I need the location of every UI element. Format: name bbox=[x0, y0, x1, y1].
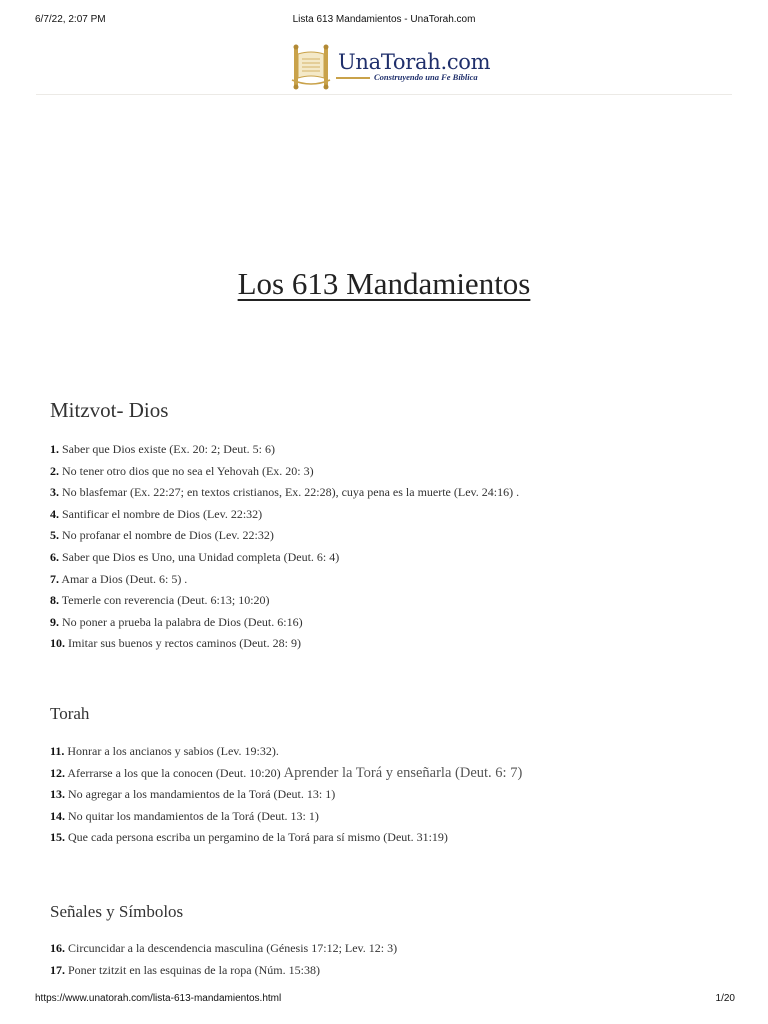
item-text: No agregar a los mandamientos de la Torá (Deut. 13: 1) bbox=[65, 787, 336, 802]
print-footer bbox=[0, 993, 768, 1007]
torah-scroll-icon bbox=[288, 44, 334, 90]
item-text: Circuncidar a la descendencia masculina (Génesis 17:12; Lev. 12: 3) bbox=[65, 941, 398, 955]
item-number: 5. bbox=[50, 528, 59, 543]
item-number: 2. bbox=[50, 463, 59, 478]
item-text: Honrar a los ancianos y sabios (Lev. 19:32). bbox=[64, 744, 279, 758]
list-item bbox=[50, 633, 519, 655]
item-number: 13. bbox=[50, 787, 65, 802]
item-number: 8. bbox=[50, 593, 59, 608]
list-item bbox=[50, 547, 519, 569]
page-title: Los 613 Mandamientos bbox=[237, 266, 531, 301]
item-text: Aferrarse a los que la conocen (Deut. 10:20) bbox=[65, 765, 284, 780]
item-text: Imitar sus buenos y rectos caminos (Deut. 28: 9) bbox=[65, 636, 301, 651]
section-heading-dios: Mitzvot- Dios bbox=[50, 398, 169, 422]
item-number: 11. bbox=[50, 744, 65, 758]
item-number: 17. bbox=[50, 962, 65, 977]
commandment-list-dios bbox=[50, 439, 519, 655]
logo-wordmark: UnaTorah.com bbox=[338, 50, 491, 74]
print-page-title: Lista 613 Mandamientos - UnaTorah.com bbox=[292, 14, 476, 25]
item-text: Amar a Dios (Deut. 6: 5) . bbox=[59, 571, 188, 586]
item-number: 3. bbox=[50, 485, 59, 500]
list-item bbox=[50, 784, 522, 806]
item-number: 15. bbox=[50, 830, 65, 845]
item-text: Temerle con reverencia (Deut. 6:13; 10:20) bbox=[59, 593, 270, 608]
section-heading-torah: Torah bbox=[50, 704, 90, 723]
item-text: No tener otro dios que no sea el Yehovah (Ex. 20: 3) bbox=[59, 463, 314, 478]
site-header bbox=[0, 44, 768, 94]
item-text: No blasfemar (Ex. 22:27; en textos cristianos, Ex. 22:28), cuya pena es la muerte (Lev. 24:16) . bbox=[59, 485, 520, 500]
item-text: Santificar el nombre de Dios (Lev. 22:32) bbox=[59, 506, 263, 521]
item-text: No quitar los mandamientos de la Torá (Deut. 13: 1) bbox=[65, 808, 319, 823]
header-divider bbox=[36, 94, 732, 95]
item-number: 14. bbox=[50, 808, 65, 823]
list-item bbox=[50, 763, 522, 785]
section-heading-senales: Señales y Símbolos bbox=[50, 902, 184, 921]
item-text: No profanar el nombre de Dios (Lev. 22:32) bbox=[59, 528, 274, 543]
list-item bbox=[50, 806, 522, 828]
list-item bbox=[50, 938, 397, 960]
commandment-list-senales bbox=[50, 938, 397, 981]
print-page-number: 1/20 bbox=[715, 993, 735, 1004]
list-item bbox=[50, 612, 519, 634]
logo-divider bbox=[336, 77, 370, 79]
item-number: 16. bbox=[50, 941, 65, 955]
item-number: 10. bbox=[50, 636, 65, 651]
list-item bbox=[50, 504, 519, 526]
item-text: No poner a prueba la palabra de Dios (Deut. 6:16) bbox=[59, 614, 303, 629]
list-item bbox=[50, 482, 519, 504]
list-item bbox=[50, 590, 519, 612]
list-item bbox=[50, 569, 519, 591]
item-text: Saber que Dios existe (Ex. 20: 2; Deut. 5: 6) bbox=[59, 442, 275, 456]
list-item bbox=[50, 827, 522, 849]
logo-tagline: Construyendo una Fe Bíblica bbox=[374, 72, 478, 82]
print-url[interactable]: https://www.unatorah.com/lista-613-mandamientos.html bbox=[35, 993, 282, 1004]
item-extra-text: Aprender la Torá y enseñarla (Deut. 6: 7) bbox=[283, 764, 523, 781]
item-text: Poner tzitzit en las esquinas de la ropa (Núm. 15:38) bbox=[65, 962, 320, 977]
item-text: Saber que Dios es Uno, una Unidad completa (Deut. 6: 4) bbox=[59, 549, 340, 564]
item-number: 12. bbox=[50, 765, 65, 780]
item-text: Que cada persona escriba un pergamino de la Torá para sí mismo (Deut. 31:19) bbox=[65, 830, 448, 845]
item-number: 1. bbox=[50, 442, 59, 456]
list-item bbox=[50, 461, 519, 483]
list-item bbox=[50, 525, 519, 547]
item-number: 6. bbox=[50, 549, 59, 564]
print-datetime: 6/7/22, 2:07 PM bbox=[35, 14, 106, 25]
commandment-list-torah bbox=[50, 741, 522, 849]
site-logo[interactable] bbox=[288, 44, 491, 90]
list-item bbox=[50, 439, 519, 461]
print-header bbox=[0, 14, 768, 28]
item-number: 4. bbox=[50, 506, 59, 521]
item-number: 7. bbox=[50, 571, 59, 586]
list-item bbox=[50, 960, 397, 982]
list-item bbox=[50, 741, 522, 763]
item-number: 9. bbox=[50, 614, 59, 629]
